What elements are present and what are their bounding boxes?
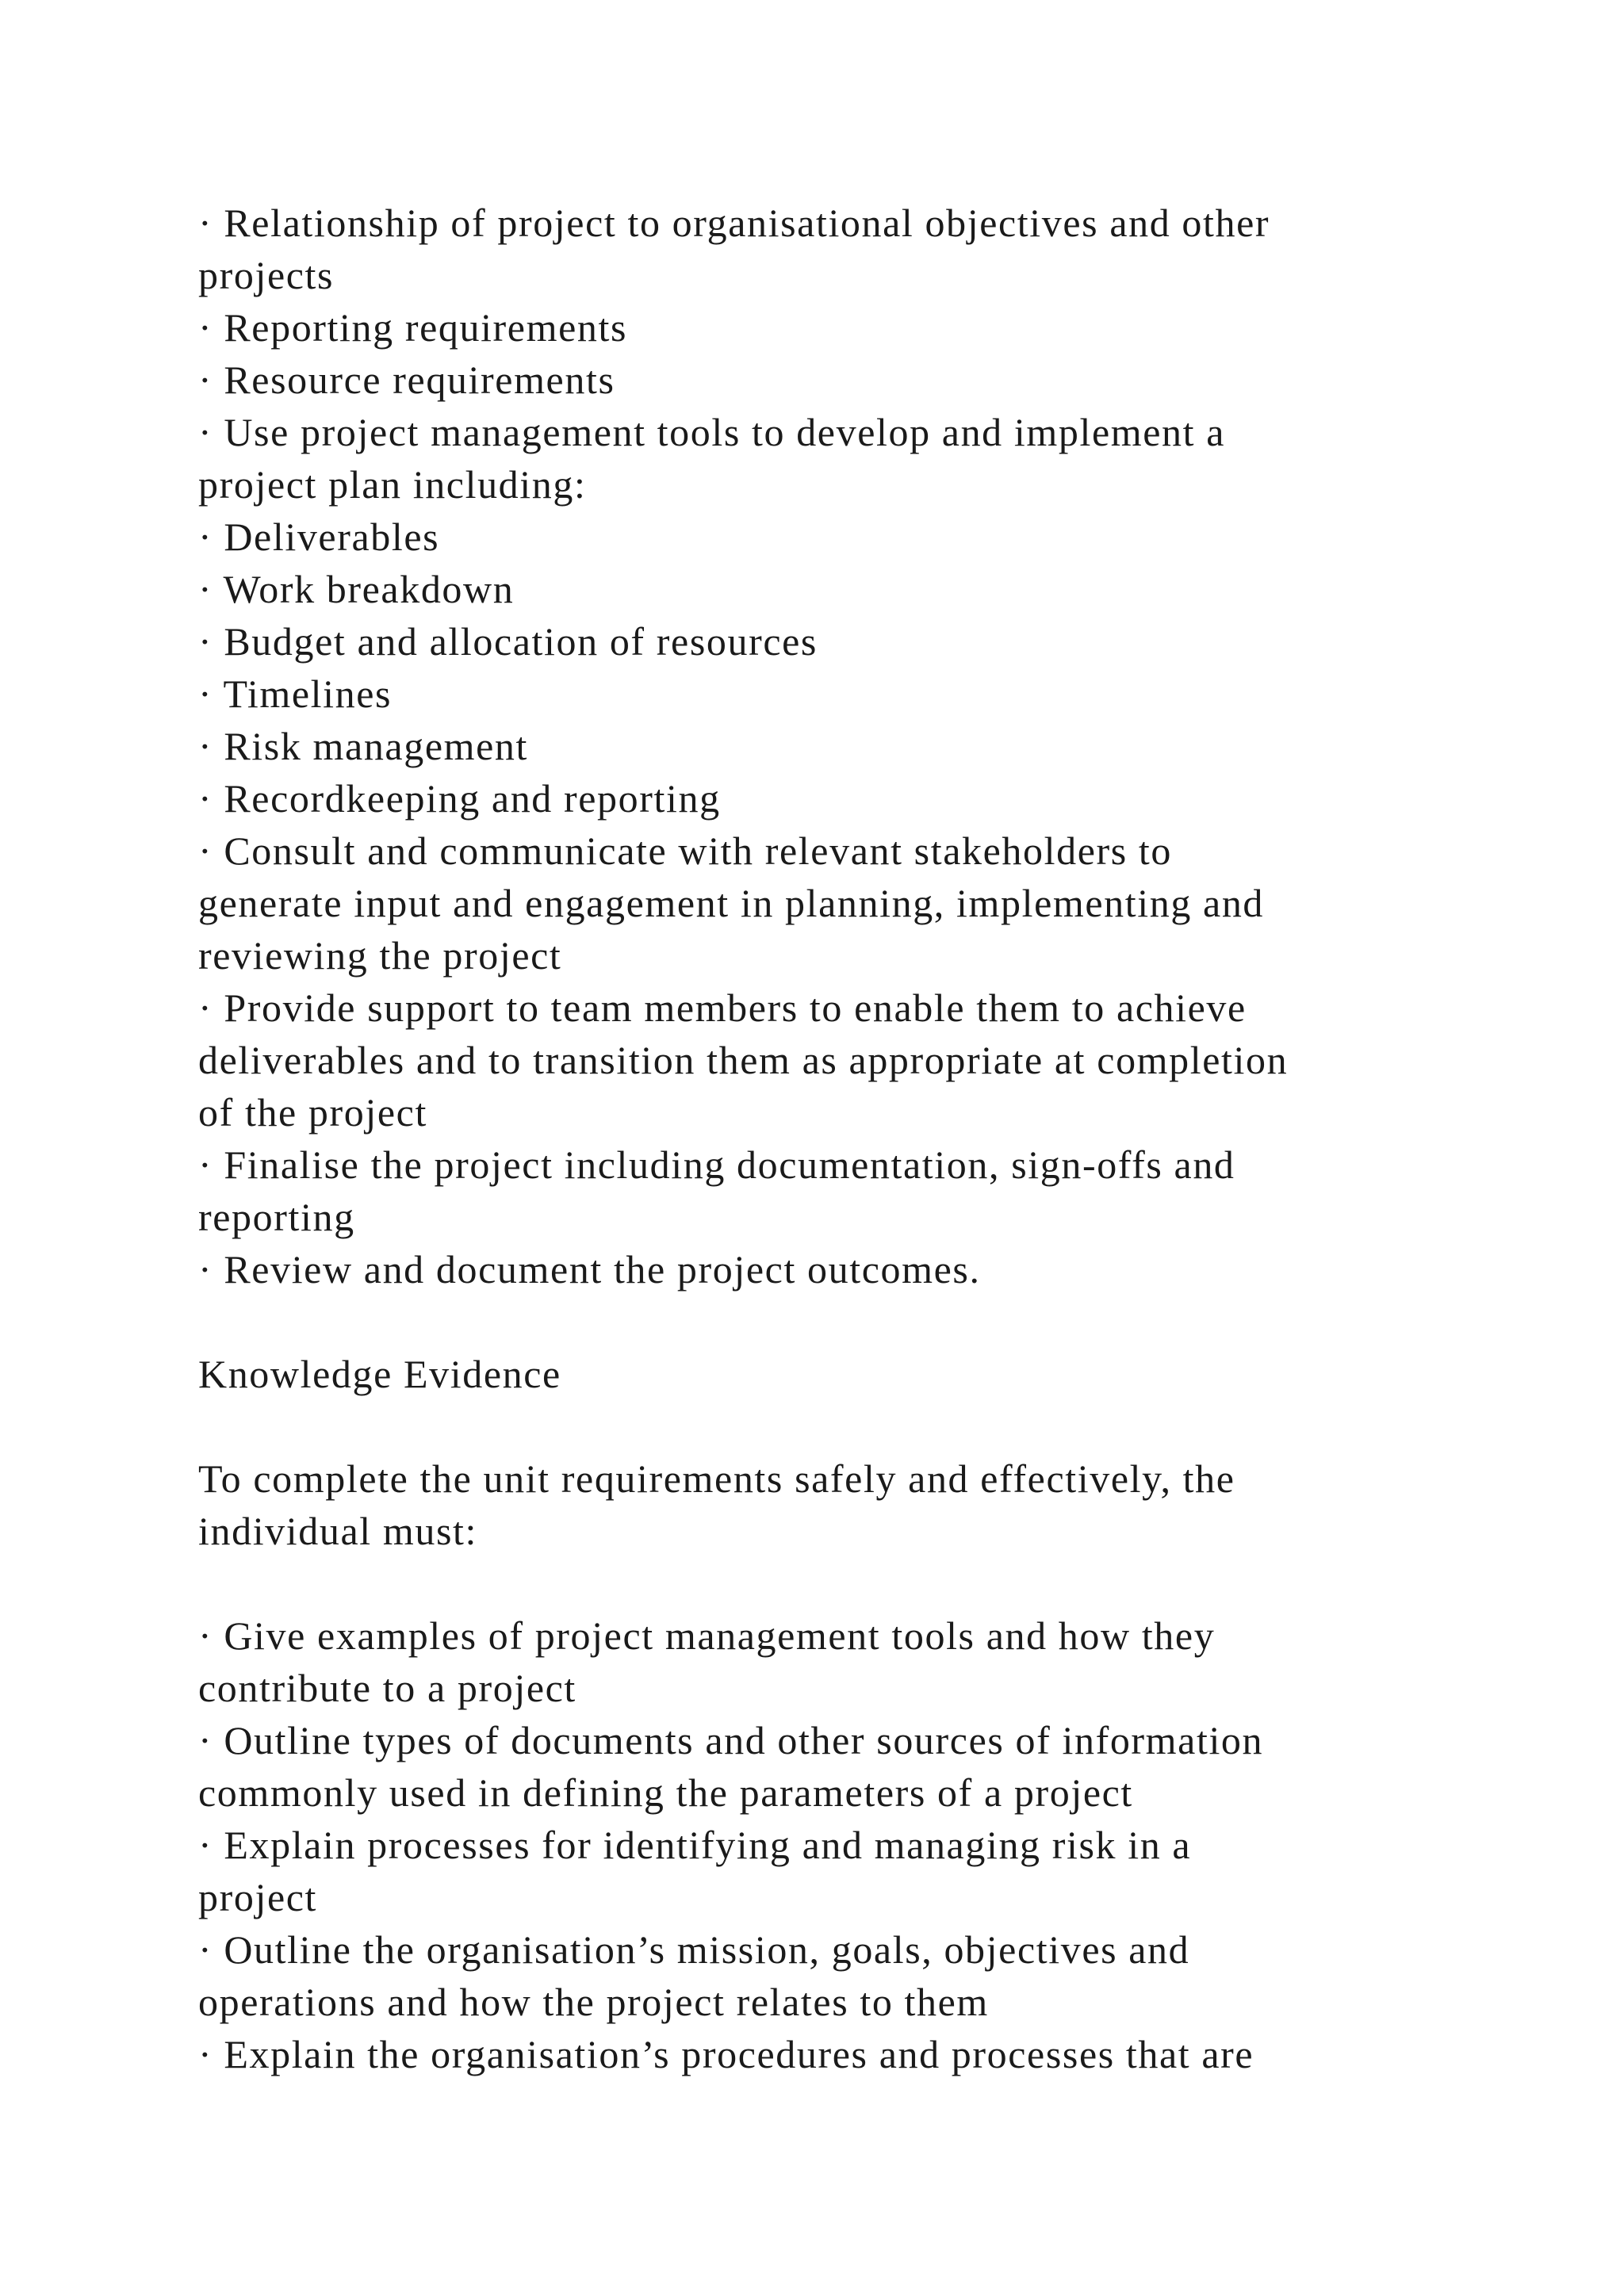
text-line: · Consult and communicate with relevant stakeholders to (198, 828, 1172, 873)
text-line: individual must: (198, 1509, 477, 1553)
text-line: reviewing the project (198, 933, 562, 978)
text-line: · Resource requirements (198, 358, 615, 402)
text-line: · Provide support to team members to enable them to achieve (198, 985, 1247, 1030)
text-line: project (198, 1875, 318, 1919)
text-line: commonly used in defining the parameters of a project (198, 1770, 1133, 1815)
document-body (198, 197, 1499, 2080)
text-line: contribute to a project (198, 1666, 576, 1710)
text-line: of the project (198, 1090, 427, 1135)
blank-line (198, 1400, 1499, 1452)
text-line: · Relationship of project to organisational objectives and other (198, 201, 1270, 245)
text-line: · Outline the organisation’s mission, goals, objectives and (198, 1927, 1190, 1972)
blank-line (198, 1295, 1499, 1348)
text-line: generate input and engagement in planning, implementing and (198, 881, 1265, 925)
blank-line (198, 1557, 1499, 1609)
text-line: projects (198, 253, 335, 297)
text-line: · Work breakdown (198, 567, 515, 611)
text-line: operations and how the project relates to them (198, 1980, 989, 2024)
text-line: · Use project management tools to develop and implement a (198, 410, 1226, 454)
text-line: · Deliverables (198, 515, 440, 559)
section-heading: Knowledge Evidence (198, 1352, 561, 1396)
text-line: · Risk management (198, 724, 528, 768)
text-line: · Explain the organisation’s procedures and processes that are (198, 2032, 1254, 2076)
text-line: · Give examples of project management tools and how they (198, 1613, 1216, 1658)
text-line: · Recordkeeping and reporting (198, 776, 721, 821)
text-line: · Reporting requirements (198, 305, 628, 350)
text-line: deliverables and to transition them as appropriate at completion (198, 1038, 1289, 1082)
text-line: · Timelines (198, 672, 393, 716)
text-line: · Budget and allocation of resources (198, 619, 818, 664)
text-line: · Finalise the project including documentation, sign-offs and (198, 1142, 1235, 1187)
text-line: · Review and document the project outcomes. (198, 1247, 981, 1292)
text-line: project plan including: (198, 462, 587, 507)
text-line: · Outline types of documents and other sources of information (198, 1718, 1264, 1762)
text-line: reporting (198, 1195, 355, 1239)
text-line: · Explain processes for identifying and managing risk in a (198, 1823, 1192, 1867)
text-line: To complete the unit requirements safely and effectively, the (198, 1456, 1235, 1501)
